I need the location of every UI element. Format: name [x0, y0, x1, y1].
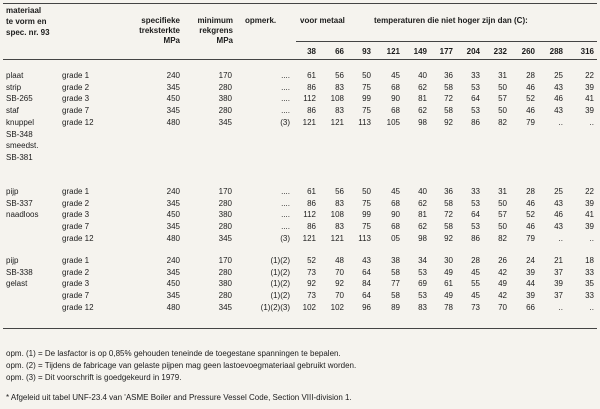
stress-value-cell: 33: [471, 187, 480, 196]
stress-value-cell: ..: [558, 117, 563, 127]
grade-cell: grade 3: [62, 210, 90, 220]
temperature-header: 149: [413, 47, 427, 56]
stress-value-cell: 55: [471, 279, 480, 289]
stress-value-cell: 39: [585, 198, 594, 208]
stress-value-cell: 45: [471, 291, 480, 301]
stress-value-cell: 64: [471, 94, 480, 104]
stress-value-cell: 45: [391, 71, 400, 80]
stress-value-cell: 121: [302, 233, 316, 243]
stress-value-cell: 22: [585, 187, 594, 196]
stress-value-cell: 53: [471, 82, 480, 92]
stress-value-cell: 68: [391, 222, 400, 232]
stress-value-cell: 83: [335, 106, 344, 116]
stress-value-cell: 98: [418, 233, 427, 243]
stress-value-cell: 68: [391, 106, 400, 116]
stress-value-cell: 33: [471, 71, 480, 80]
stress-value-cell: 73: [307, 291, 316, 301]
stress-value-cell: 121: [330, 117, 344, 127]
yield-cell: 170: [218, 71, 232, 80]
stress-value-cell: 28: [471, 256, 480, 265]
yield-cell: 380: [218, 94, 232, 104]
yield-cell: 280: [218, 222, 232, 232]
stress-value-cell: 57: [498, 94, 507, 104]
stress-value-cell: 75: [362, 106, 371, 116]
stress-value-cell: 33: [585, 267, 594, 277]
stress-value-cell: 58: [444, 198, 453, 208]
stress-value-cell: 42: [498, 267, 507, 277]
stress-value-cell: 36: [444, 71, 453, 80]
stress-value-cell: 34: [418, 256, 427, 265]
yield-cell: 280: [218, 267, 232, 277]
stress-value-cell: 61: [444, 279, 453, 289]
temperature-header: 260: [521, 47, 535, 56]
stress-value-cell: 36: [444, 187, 453, 196]
stress-value-cell: 44: [526, 279, 535, 289]
stress-value-cell: 86: [471, 233, 480, 243]
tensile-cell: 345: [166, 222, 180, 232]
stress-value-cell: 73: [471, 302, 480, 312]
stress-value-cell: ..: [558, 233, 563, 243]
remark-cell: ....: [281, 222, 290, 232]
stress-value-cell: 37: [554, 291, 563, 301]
stress-value-cell: ..: [589, 233, 594, 243]
remark-cell: (3): [280, 117, 290, 127]
stress-value-cell: 43: [554, 222, 563, 232]
stress-value-cell: ..: [558, 302, 563, 312]
stress-value-cell: 43: [554, 82, 563, 92]
stress-value-cell: 31: [498, 71, 507, 80]
grade-cell: grade 12: [62, 117, 94, 127]
stress-value-cell: 70: [335, 267, 344, 277]
yield-cell: 280: [218, 82, 232, 92]
stress-value-cell: 90: [391, 94, 400, 104]
grade-cell: grade 1: [62, 187, 90, 196]
header-yield-label: rekgrens: [199, 26, 233, 35]
stress-value-cell: 53: [418, 291, 427, 301]
yield-cell: 280: [218, 106, 232, 116]
stress-value-cell: 46: [554, 94, 563, 104]
stress-value-cell: 50: [498, 222, 507, 232]
stress-value-cell: 64: [362, 291, 371, 301]
stress-value-cell: 75: [362, 198, 371, 208]
header-temperature-title: temperaturen die niet hoger zijn dan (C):: [374, 16, 528, 25]
stress-value-cell: 62: [418, 82, 427, 92]
stress-value-cell: 70: [498, 302, 507, 312]
tensile-cell: 450: [166, 94, 180, 104]
tensile-cell: 450: [166, 210, 180, 220]
stress-value-cell: 89: [391, 302, 400, 312]
stress-value-cell: 72: [444, 210, 453, 220]
grade-cell: grade 2: [62, 267, 90, 277]
table-bottom-rule: [3, 328, 597, 329]
stress-value-cell: 113: [358, 117, 371, 127]
stress-value-cell: 70: [335, 291, 344, 301]
tensile-cell: 480: [166, 233, 180, 243]
stress-value-cell: 39: [526, 291, 535, 301]
stress-value-cell: 68: [391, 82, 400, 92]
stress-value-cell: 99: [362, 94, 371, 104]
header-material-label: spec. nr. 93: [6, 28, 50, 37]
tensile-cell: 345: [166, 198, 180, 208]
stress-value-cell: 108: [330, 210, 344, 220]
temperature-header: 66: [335, 47, 344, 56]
grade-cell: grade 3: [62, 94, 90, 104]
stress-value-cell: 84: [362, 279, 371, 289]
stress-value-cell: 49: [444, 291, 453, 301]
temperature-header: 121: [386, 47, 400, 56]
yield-cell: 345: [218, 117, 232, 127]
stress-value-cell: 92: [307, 279, 316, 289]
stress-value-cell: 50: [362, 187, 371, 196]
stress-value-cell: 56: [335, 187, 344, 196]
stress-value-cell: 86: [307, 82, 316, 92]
stress-value-cell: 82: [498, 117, 507, 127]
stress-value-cell: ..: [589, 117, 594, 127]
header-material-label: te vorm en: [6, 17, 47, 26]
stress-value-cell: 90: [391, 210, 400, 220]
stress-value-cell: 30: [444, 256, 453, 265]
stress-value-cell: 62: [418, 106, 427, 116]
stress-value-cell: 98: [418, 117, 427, 127]
header-tensile-label: MPa: [163, 36, 180, 45]
stress-value-cell: 62: [418, 222, 427, 232]
yield-cell: 170: [218, 256, 232, 265]
stress-value-cell: 64: [362, 267, 371, 277]
grade-cell: grade 7: [62, 106, 90, 116]
remark-cell: (1)(2): [270, 279, 290, 289]
material-label: gelast: [6, 279, 28, 289]
yield-cell: 280: [218, 291, 232, 301]
stress-value-cell: 92: [444, 233, 453, 243]
stress-value-cell: 112: [303, 94, 316, 104]
header-yield-label: minimum: [197, 16, 233, 25]
stress-value-cell: 66: [526, 302, 535, 312]
stress-value-cell: 28: [526, 187, 535, 196]
material-label: SB-381: [6, 152, 33, 162]
stress-value-cell: 105: [386, 117, 400, 127]
stress-value-cell: 53: [418, 267, 427, 277]
tensile-cell: 345: [166, 82, 180, 92]
tensile-cell: 345: [166, 291, 180, 301]
stress-value-cell: 56: [335, 71, 344, 80]
stress-value-cell: 41: [585, 210, 594, 220]
tensile-cell: 240: [166, 256, 180, 265]
stress-value-cell: 39: [585, 106, 594, 116]
material-label: staf: [6, 106, 19, 116]
stress-value-cell: 78: [444, 302, 453, 312]
stress-value-cell: 25: [554, 187, 563, 196]
remark-cell: ....: [281, 94, 290, 104]
stress-value-cell: 86: [471, 117, 480, 127]
material-label: knuppel: [6, 117, 35, 127]
header-material-label: materiaal: [6, 6, 42, 15]
grade-cell: grade 3: [62, 279, 90, 289]
stress-value-cell: 39: [585, 222, 594, 232]
tensile-cell: 240: [166, 71, 180, 80]
header-bottom-rule: [3, 59, 597, 60]
tensile-cell: 480: [166, 302, 180, 312]
stress-value-cell: 38: [391, 256, 400, 265]
remark-cell: (1)(2): [270, 256, 290, 265]
stress-value-cell: 102: [302, 302, 316, 312]
stress-value-cell: 77: [391, 279, 400, 289]
stress-value-cell: 86: [307, 198, 316, 208]
grade-cell: grade 12: [62, 233, 94, 243]
stress-value-cell: 79: [526, 117, 535, 127]
material-label: strip: [6, 82, 22, 92]
stress-value-cell: 33: [585, 291, 594, 301]
remark-cell: ....: [281, 210, 290, 220]
stress-value-cell: 121: [302, 117, 316, 127]
stress-value-cell: 83: [335, 82, 344, 92]
stress-value-cell: 22: [585, 71, 594, 80]
stress-value-cell: 83: [335, 222, 344, 232]
stress-value-cell: 46: [554, 210, 563, 220]
material-label: SB-337: [6, 198, 33, 208]
stress-value-cell: 45: [391, 187, 400, 196]
tensile-cell: 240: [166, 187, 180, 196]
temperature-header: 177: [439, 47, 453, 56]
stress-value-cell: 50: [362, 71, 371, 80]
stress-value-cell: 25: [554, 71, 563, 80]
tensile-cell: 345: [166, 267, 180, 277]
stress-value-cell: 102: [330, 302, 344, 312]
stress-value-cell: 53: [471, 198, 480, 208]
stress-value-cell: 75: [362, 222, 371, 232]
material-label: smeedst.: [6, 141, 39, 151]
stress-value-cell: 86: [307, 222, 316, 232]
stress-value-cell: 24: [526, 256, 535, 265]
stress-value-cell: 35: [585, 279, 594, 289]
grade-cell: grade 2: [62, 198, 90, 208]
stress-value-cell: 53: [471, 106, 480, 116]
stress-value-cell: 45: [471, 267, 480, 277]
remark-cell: ....: [281, 71, 290, 80]
stress-value-cell: 46: [526, 82, 535, 92]
stress-value-cell: ..: [589, 302, 594, 312]
stress-value-cell: 92: [444, 117, 453, 127]
stress-value-cell: 50: [498, 106, 507, 116]
stress-value-cell: 39: [554, 279, 563, 289]
stress-value-cell: 52: [526, 94, 535, 104]
header-tensile-label: specifieke: [141, 16, 180, 25]
footnote: opm. (2) = Tijdens de fabricage van gelaste pijpen mag geen lastoevoegmateriaal gebruikt worden.: [6, 361, 357, 370]
material-label: pijp: [6, 256, 19, 265]
stress-value-cell: 83: [418, 302, 427, 312]
stress-value-cell: 61: [307, 71, 316, 80]
remark-cell: (1)(2): [270, 267, 290, 277]
temperature-header: 288: [549, 47, 563, 56]
stress-value-cell: 92: [335, 279, 344, 289]
stress-value-cell: 50: [498, 82, 507, 92]
stress-value-cell: 41: [585, 94, 594, 104]
stress-value-cell: 48: [335, 256, 344, 265]
stress-value-cell: 68: [391, 198, 400, 208]
temperature-header: 232: [493, 47, 507, 56]
stress-value-cell: 46: [526, 106, 535, 116]
yield-cell: 380: [218, 210, 232, 220]
grade-cell: grade 7: [62, 222, 90, 232]
yield-cell: 170: [218, 187, 232, 196]
stress-value-cell: 58: [444, 82, 453, 92]
material-label: SB-348: [6, 129, 33, 139]
temperature-header: 316: [580, 47, 594, 56]
remark-cell: (3): [280, 233, 290, 243]
stress-value-cell: 96: [362, 302, 371, 312]
stress-value-cell: 83: [335, 198, 344, 208]
stress-value-cell: 99: [362, 210, 371, 220]
stress-value-cell: 40: [418, 71, 427, 80]
source-note: * Afgeleid uit tabel UNF-23.4 van 'ASME Boiler and Pressure Vessel Code, Section VIII-division 1.: [6, 393, 352, 402]
stress-value-cell: 57: [498, 210, 507, 220]
header-top-rule: [3, 3, 597, 4]
header-tensile-label: treksterkte: [139, 26, 180, 35]
stress-value-cell: 46: [526, 198, 535, 208]
yield-cell: 280: [218, 198, 232, 208]
stress-value-cell: 52: [307, 256, 316, 265]
remark-cell: ....: [281, 106, 290, 116]
stress-value-cell: 112: [303, 210, 316, 220]
stress-value-cell: 113: [358, 233, 371, 243]
remark-cell: ....: [281, 198, 290, 208]
material-label: plaat: [6, 71, 24, 80]
grade-cell: grade 7: [62, 291, 90, 301]
stress-value-cell: 39: [526, 267, 535, 277]
stress-value-cell: 69: [418, 279, 427, 289]
stress-value-cell: 72: [444, 94, 453, 104]
stress-value-cell: 18: [585, 256, 594, 265]
stress-value-cell: 26: [498, 256, 507, 265]
footnote: opm. (3) = Dit voorschrift is goedgekeurd in 1979.: [6, 373, 182, 382]
header-remark-label: opmerk.: [245, 16, 277, 25]
remark-cell: ....: [281, 187, 290, 196]
tensile-cell: 345: [166, 106, 180, 116]
stress-value-cell: 37: [554, 267, 563, 277]
stress-value-cell: 46: [526, 222, 535, 232]
remark-cell: ....: [281, 82, 290, 92]
header-for-metal-label: voor metaal: [300, 16, 345, 25]
stress-value-cell: 64: [471, 210, 480, 220]
stress-value-cell: 39: [585, 82, 594, 92]
material-label: pijp: [6, 187, 19, 196]
yield-cell: 345: [218, 233, 232, 243]
header-yield-label: MPa: [216, 36, 233, 45]
stress-value-cell: 73: [307, 267, 316, 277]
stress-value-cell: 21: [554, 256, 563, 265]
stress-value-cell: 58: [444, 106, 453, 116]
yield-cell: 345: [218, 302, 232, 312]
temperature-header: 38: [307, 47, 316, 56]
stress-value-cell: 121: [330, 233, 344, 243]
stress-value-cell: 79: [526, 233, 535, 243]
stress-value-cell: 108: [330, 94, 344, 104]
material-label: naadloos: [6, 210, 39, 220]
stress-value-cell: 28: [526, 71, 535, 80]
stress-value-cell: 05: [391, 233, 400, 243]
stress-value-cell: 42: [498, 291, 507, 301]
tensile-cell: 450: [166, 279, 180, 289]
temperature-header: 204: [466, 47, 480, 56]
remark-cell: (1)(2): [270, 291, 290, 301]
material-label: SB-265: [6, 94, 33, 104]
grade-cell: grade 12: [62, 302, 94, 312]
stress-value-cell: 82: [498, 233, 507, 243]
yield-cell: 380: [218, 279, 232, 289]
stress-value-cell: 75: [362, 82, 371, 92]
header-temperature-rule: [296, 41, 597, 42]
material-label: SB-338: [6, 267, 33, 277]
stress-value-cell: 81: [418, 210, 427, 220]
footnote: opm. (1) = De lasfactor is op 0,85% gehouden teneinde de toegestane spanningen te bepalen.: [6, 349, 341, 358]
stress-value-cell: 40: [418, 187, 427, 196]
stress-value-cell: 43: [554, 106, 563, 116]
stress-value-cell: 61: [307, 187, 316, 196]
stress-value-cell: 58: [391, 267, 400, 277]
stress-value-cell: 58: [391, 291, 400, 301]
stress-value-cell: 86: [307, 106, 316, 116]
stress-value-cell: 49: [498, 279, 507, 289]
tensile-cell: 480: [166, 117, 180, 127]
grade-cell: grade 1: [62, 256, 90, 265]
stress-value-cell: 50: [498, 198, 507, 208]
stress-value-cell: 81: [418, 94, 427, 104]
stress-value-cell: 53: [471, 222, 480, 232]
stress-value-cell: 49: [444, 267, 453, 277]
stress-value-cell: 43: [554, 198, 563, 208]
stress-value-cell: 62: [418, 198, 427, 208]
remark-cell: (1)(2)(3): [260, 302, 290, 312]
stress-value-cell: 58: [444, 222, 453, 232]
stress-value-cell: 31: [498, 187, 507, 196]
temperature-header: 93: [362, 47, 371, 56]
stress-value-cell: 52: [526, 210, 535, 220]
stress-value-cell: 43: [362, 256, 371, 265]
grade-cell: grade 2: [62, 82, 90, 92]
grade-cell: grade 1: [62, 71, 90, 80]
